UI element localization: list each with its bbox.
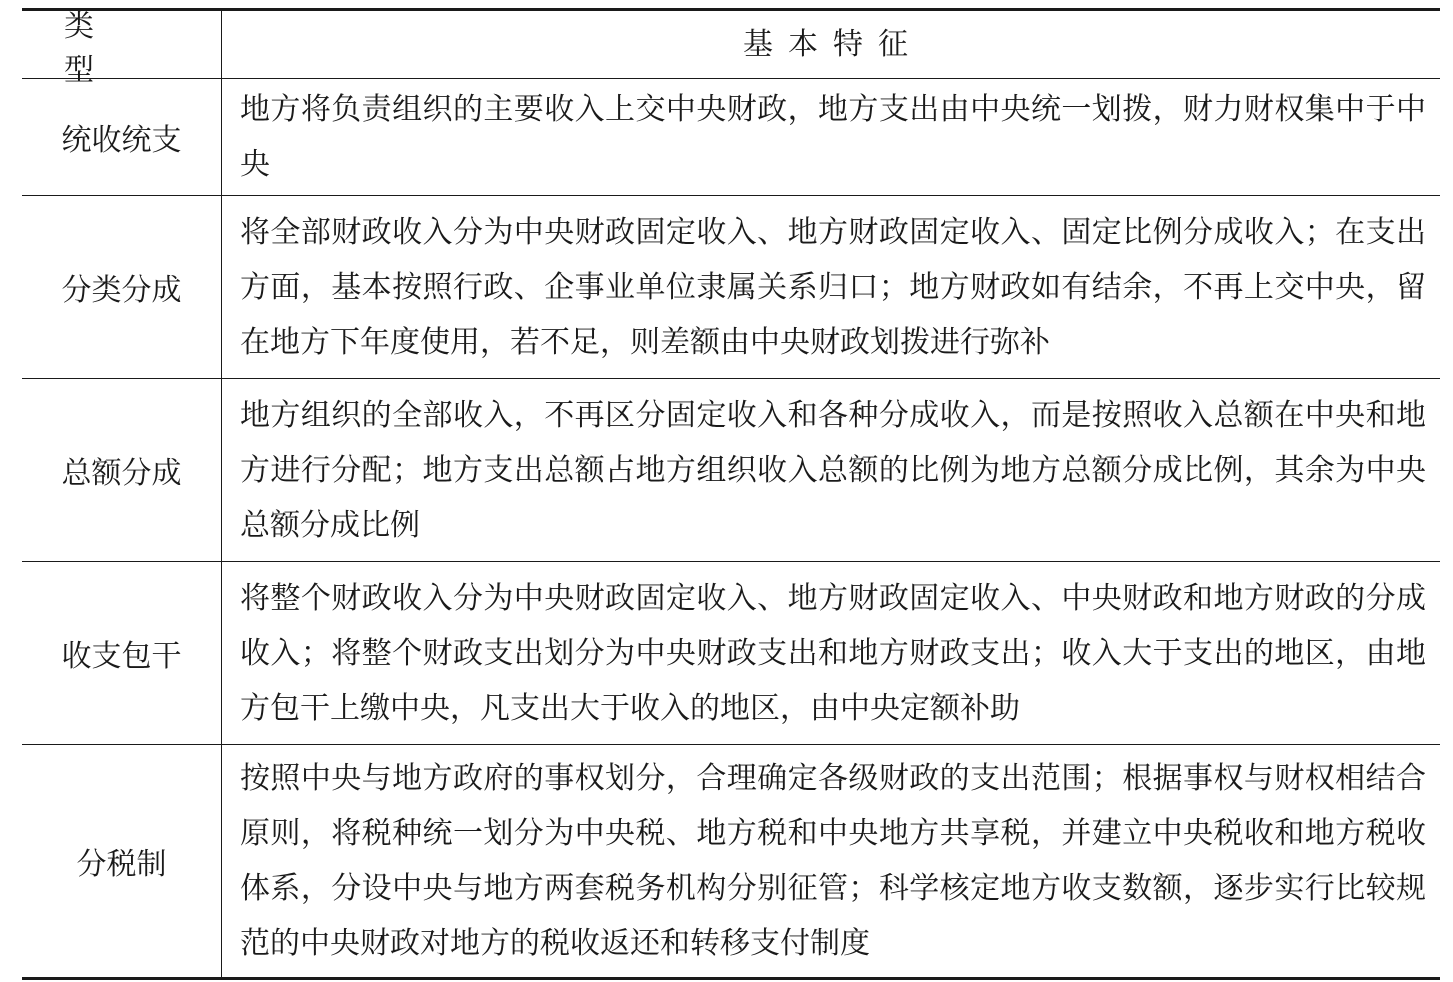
fiscal-system-types-table: [22, 8, 1440, 980]
row-type: 收支包干: [22, 562, 222, 744]
row-features: 将整个财政收入分为中央财政固定收入、地方财政固定收入、中央财政和地方财政的分成收入；将整个财政支出划分为中央财政支出和地方财政支出；收入大于支出的地区，由地方包干上缴中央，凡支出大于收入的地区，由中央定额补助: [240, 580, 1426, 726]
row-type: 总额分成: [22, 379, 222, 561]
table-row: [22, 562, 1440, 745]
table-row: [22, 379, 1440, 562]
table-header-row: [22, 8, 1440, 88]
row-type: 统收统支: [22, 79, 222, 195]
table-row: [22, 745, 1440, 977]
header-type: 类 型: [22, 11, 222, 78]
row-features: 按照中央与地方政府的事权划分，合理确定各级财政的支出范围；根据事权与财权相结合原则，将税种统一划分为中央税、地方税和中央地方共享税，并建立中央税收和地方税收体系，分设中央与地方两套税务机构分别征管；科学核定地方收支数额，逐步实行比较规范的中央财政对地方的税收返还和转移支付制度: [240, 761, 1426, 961]
row-type: 分税制: [22, 745, 222, 977]
row-features: 地方组织的全部收入，不再区分固定收入和各种分成收入，而是按照收入总额在中央和地方进行分配；地方支出总额占地方组织收入总额的比例为地方总额分成比例，其余为中央总额分成比例: [240, 397, 1426, 543]
table-row: [22, 79, 1440, 196]
header-features: 基本特征: [743, 27, 923, 62]
row-type: 分类分成: [22, 196, 222, 378]
table-row: [22, 196, 1440, 379]
row-features: 地方将负责组织的主要收入上交中央财政，地方支出由中央统一划拨，财力财权集中于中央: [240, 92, 1426, 182]
row-features: 将全部财政收入分为中央财政固定收入、地方财政固定收入、固定比例分成收入；在支出方面，基本按照行政、企事业单位隶属关系归口；地方财政如有结余，不再上交中央，留在地方下年度使用，若不足，则差额由中央财政划拨进行弥补: [240, 214, 1426, 360]
